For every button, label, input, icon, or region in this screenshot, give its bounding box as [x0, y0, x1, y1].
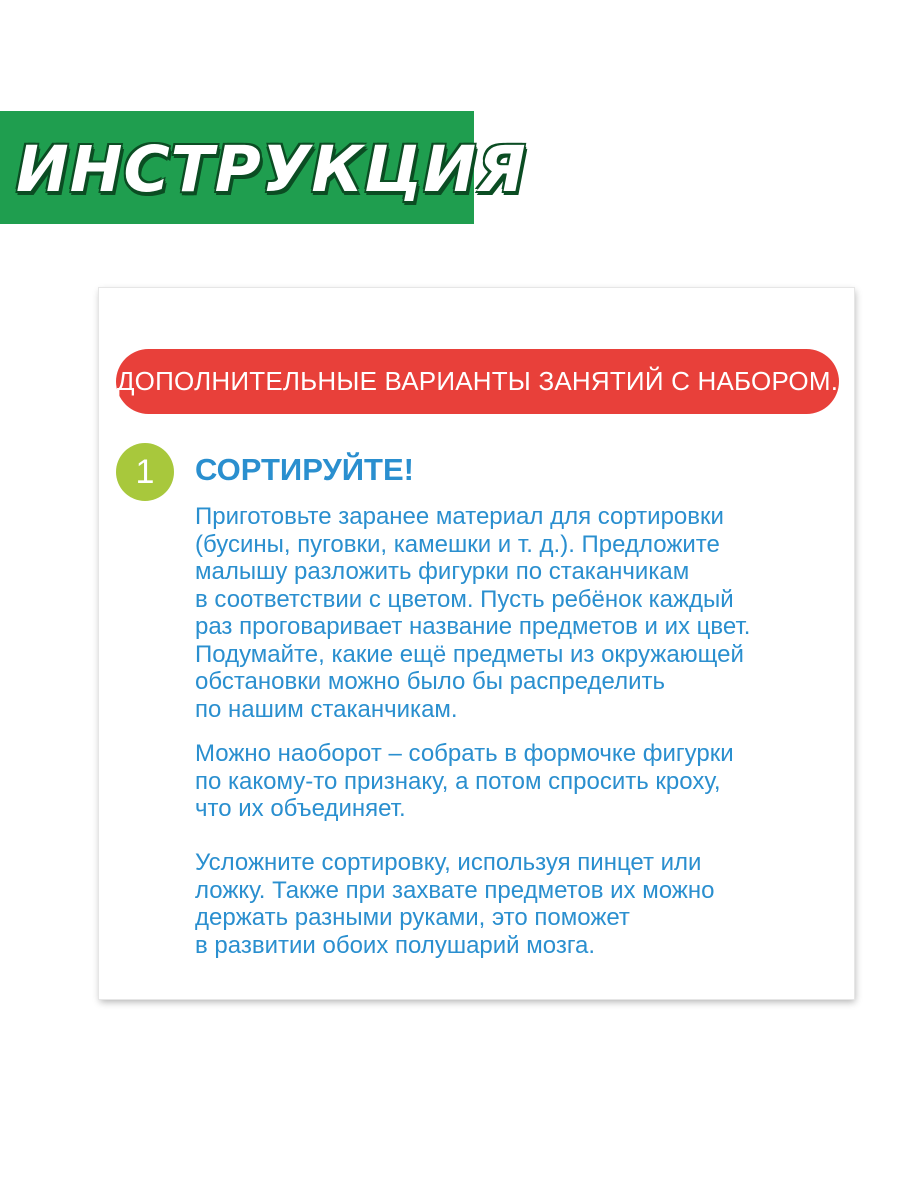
paragraph-line: обстановки можно было бы распределить	[195, 668, 665, 695]
paragraph-line: Подумайте, какие ещё предметы из окружающей	[195, 640, 744, 668]
paragraph-line: раз проговаривает название предметов и их цвет.	[195, 613, 751, 640]
paragraph-line: по какому-то признаку, а потом спросить кроху,	[195, 767, 721, 795]
paragraph-line: Можно наоборот – собрать в формочке фигурки	[195, 740, 734, 767]
paragraph-line: Усложните сортировку, используя пинцет или	[195, 849, 702, 876]
paragraph-line: ложку. Также при захвате предметов их можно	[195, 876, 715, 904]
page-title: ИНСТРУКЦИЯ	[16, 133, 527, 206]
step-number-badge	[116, 443, 174, 501]
paragraph-line: в соответствии с цветом. Пусть ребёнок каждый	[195, 585, 734, 613]
subtitle-banner	[116, 349, 839, 414]
step-number: 1	[135, 453, 155, 491]
paragraph-line: (бусины, пуговки, камешки и т. д.). Предложите	[195, 530, 720, 558]
section-title: СОРТИРУЙТЕ!	[195, 452, 414, 487]
paragraph-3	[195, 849, 845, 959]
instruction-card	[99, 288, 854, 999]
paragraph-line: держать разными руками, это поможет	[195, 904, 630, 931]
paragraph-line: по нашим стаканчикам.	[195, 695, 458, 723]
paragraph-1	[195, 503, 845, 723]
subtitle-text: ДОПОЛНИТЕЛЬНЫЕ ВАРИАНТЫ ЗАНЯТИЙ С НАБОРОМ.	[116, 366, 839, 396]
paragraph-line: в развитии обоих полушарий мозга.	[195, 931, 596, 959]
paragraph-line: что их объединяет.	[195, 795, 406, 822]
paragraph-line: малышу разложить фигурки по стаканчикам	[195, 558, 690, 585]
paragraph-line: Приготовьте заранее материал для сортировки	[195, 503, 724, 530]
paragraph-2	[195, 740, 845, 823]
